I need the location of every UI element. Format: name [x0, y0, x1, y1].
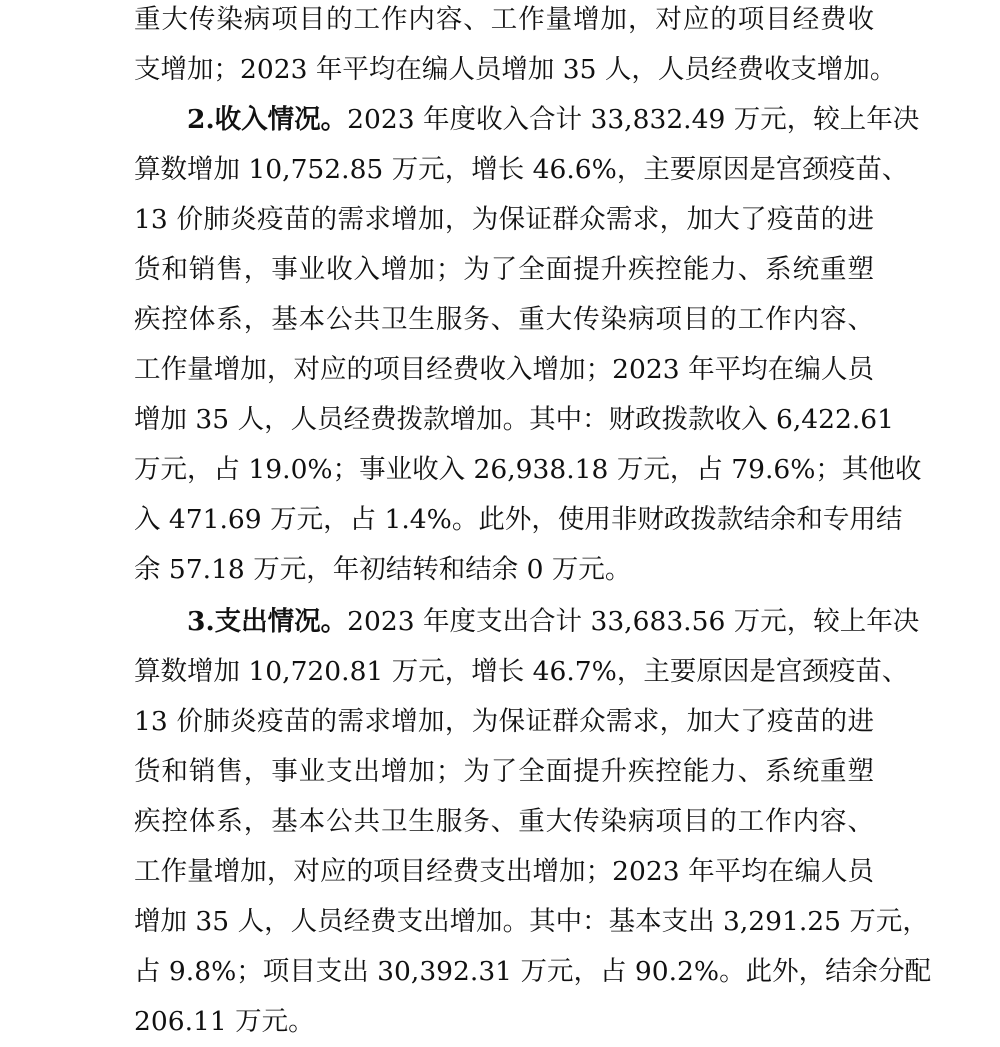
income-line: 万元，占 19.0%；事业收入 26,938.18 万元，占 79.6%；其他收	[134, 454, 922, 485]
expense-heading-line	[187, 597, 920, 647]
income-first-line-text: 2023 年度收入合计 33,832.49 万元，较上年决	[347, 104, 920, 135]
expense-line: 增加 35 人，人员经费支出增加。其中：基本支出 3,291.25 万元，	[134, 906, 929, 937]
income-line: 货和销售，事业收入增加；为了全面提升疾控能力、系统重塑	[134, 254, 874, 285]
income-line: 疾控体系，基本公共卫生服务、重大传染病项目的工作内容、	[134, 304, 874, 335]
expense-line: 206.11 万元。	[134, 1006, 315, 1037]
intro-line: 重大传染病项目的工作内容、工作量增加，对应的项目经费收	[134, 4, 874, 35]
expense-first-line-text: 2023 年度支出合计 33,683.56 万元，较上年决	[347, 606, 920, 637]
income-line: 余 57.18 万元，年初结转和结余 0 万元。	[134, 554, 632, 585]
income-line: 增加 35 人，人员经费拨款增加。其中：财政拨款收入 6,422.61	[134, 404, 894, 435]
income-heading: 2.收入情况。	[187, 104, 348, 135]
expense-heading: 3.支出情况。	[187, 606, 348, 637]
income-heading-line	[187, 95, 920, 145]
intro-line: 支增加；2023 年平均在编人员增加 35 人，人员经费收支增加。	[134, 54, 897, 85]
expense-line: 疾控体系，基本公共卫生服务、重大传染病项目的工作内容、	[134, 806, 874, 837]
expense-line: 占 9.8%；项目支出 30,392.31 万元，占 90.2%。此外，结余分配	[134, 956, 932, 987]
income-line: 13 价肺炎疫苗的需求增加，为保证群众需求，加大了疫苗的进	[134, 204, 874, 235]
income-line: 工作量增加，对应的项目经费收入增加；2023 年平均在编人员	[134, 354, 874, 385]
income-line: 入 471.69 万元，占 1.4%。此外，使用非财政拨款结余和专用结	[134, 504, 903, 535]
income-line: 算数增加 10,752.85 万元，增长 46.6%，主要原因是宫颈疫苗、	[134, 154, 909, 185]
expense-line: 货和销售，事业支出增加；为了全面提升疾控能力、系统重塑	[134, 756, 874, 787]
expense-line: 13 价肺炎疫苗的需求增加，为保证群众需求，加大了疫苗的进	[134, 706, 874, 737]
expense-line: 工作量增加，对应的项目经费支出增加；2023 年平均在编人员	[134, 856, 874, 887]
expense-line: 算数增加 10,720.81 万元，增长 46.7%，主要原因是宫颈疫苗、	[134, 656, 909, 687]
